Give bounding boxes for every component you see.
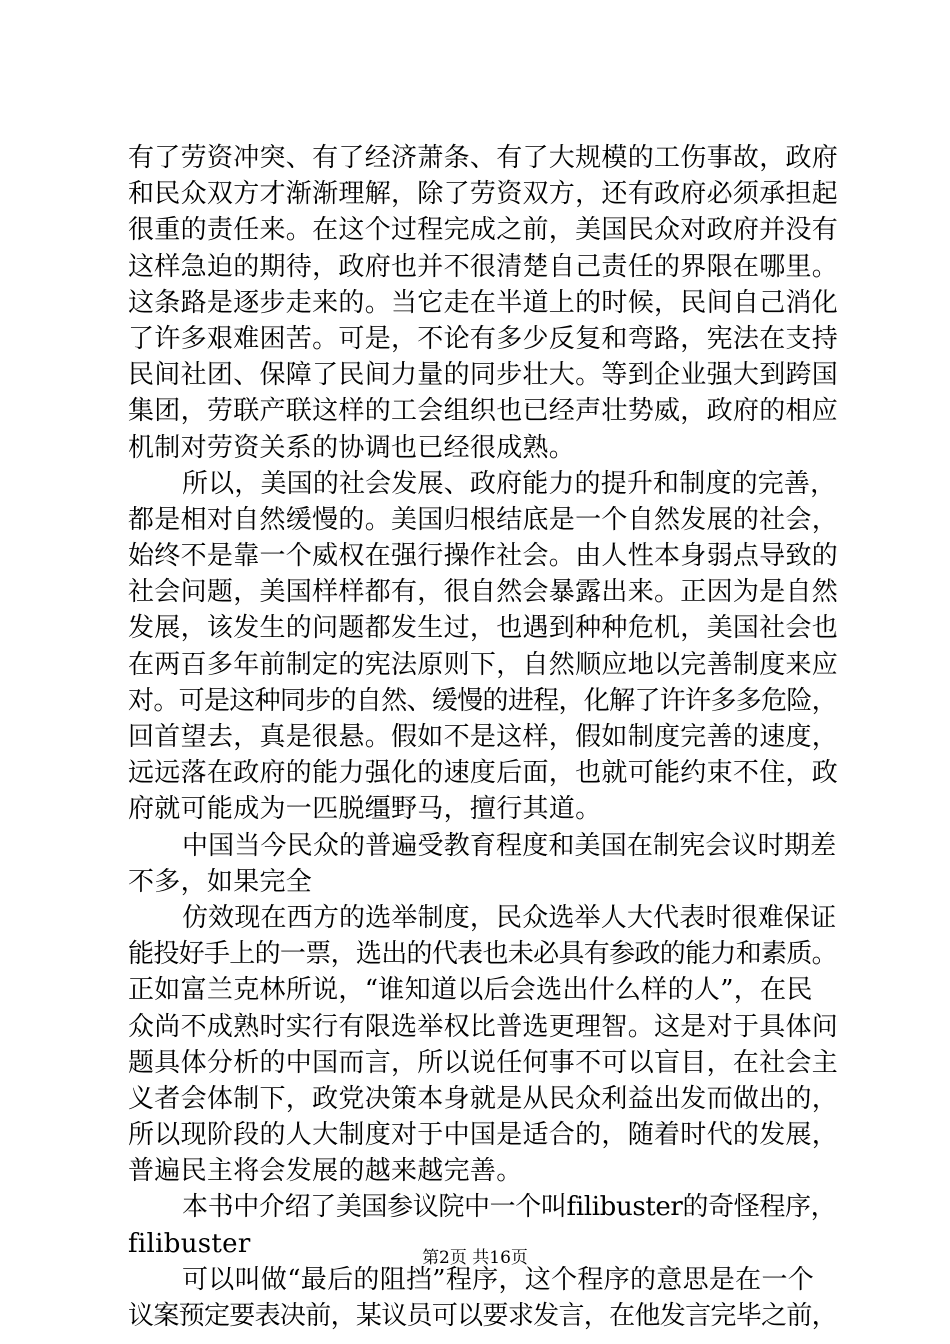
- text-line: 仿效现在西方的选举制度，民众选举人大代表时很难保证: [182, 902, 837, 933]
- paragraph-4: [128, 900, 838, 1190]
- text-line: 能投好手上的一票，选出的代表也未必具有参政的能力和素质。: [128, 939, 838, 970]
- text-line: 有了劳资冲突、有了经济萧条、有了大规模的工伤事故，政府: [128, 143, 839, 173]
- text-line: 议案预定要表决前，某议员可以要求发言，在他发言完毕之前，: [128, 1301, 838, 1331]
- text-line: 正如富兰克林所说，“谁知道以后会选出什么样的人”，在民: [128, 975, 813, 1006]
- text-line: 本书中介绍了美国参议院中一个叫filibuster的奇怪程序，: [182, 1192, 837, 1223]
- text-line: 社会问题，美国样样都有，很自然会暴露出来。正因为是自然: [128, 577, 839, 608]
- text-line: 题具体分析的中国而言，所以说任何事不可以盲目，在社会主: [128, 1047, 839, 1078]
- text-line: 普遍民主将会发展的越来越完善。: [128, 1156, 523, 1187]
- paragraph-1: [128, 140, 838, 466]
- text-line: 府就可能成为一匹脱缰野马，擅行其道。: [128, 794, 602, 825]
- paragraph-3: [128, 828, 838, 900]
- text-line: 所以，美国的社会发展、政府能力的提升和制度的完善，: [182, 468, 837, 499]
- text-line: 机制对劳资关系的协调也已经很成熟。: [128, 432, 576, 463]
- text-line: 发展，该发生的问题都发生过，也遇到种种危机，美国社会也: [128, 613, 839, 644]
- text-line: 可以叫做“最后的阻挡”程序，这个程序的意思是在一个: [182, 1264, 815, 1295]
- text-line: 民间社团、保障了民间力量的同步壮大。等到企业强大到跨国: [128, 360, 839, 391]
- text-line: 回首望去，真是很悬。假如不是这样，假如制度完善的速度，: [128, 722, 839, 752]
- text-line: filibuster: [128, 1228, 251, 1259]
- page-number: 第2页 共16页: [422, 1248, 528, 1268]
- text-line: 所以现阶段的人大制度对于中国是适合的，随着时代的发展，: [128, 1120, 839, 1151]
- text-line: 不多，如果完全: [128, 866, 313, 897]
- document-body: [128, 140, 838, 1334]
- text-line: 众尚不成熟时实行有限选举权比普选更理智。这是对于具体问: [128, 1011, 839, 1042]
- text-line: 在两百多年前制定的宪法原则下，自然顺应地以完善制度来应: [128, 649, 839, 680]
- text-line: 始终不是靠一个威权在强行操作社会。由人性本身弱点导致的: [128, 541, 839, 572]
- text-line: 这条路是逐步走来的。当它走在半道上的时候，民间自己消化: [128, 287, 839, 318]
- text-line: 中国当今民众的普遍受教育程度和美国在制宪会议时期差: [182, 830, 837, 861]
- paragraph-2: [128, 466, 838, 828]
- text-line: 远远落在政府的能力强化的速度后面，也就可能约束不住，政: [128, 758, 839, 789]
- text-line: 这样急迫的期待，政府也并不很清楚自己责任的界限在哪里。: [128, 251, 839, 282]
- text-line: 很重的责任来。在这个过程完成之前，美国民众对政府并没有: [128, 215, 839, 246]
- text-line: 都是相对自然缓慢的。美国归根结底是一个自然发展的社会，: [128, 504, 839, 535]
- text-line: 对。可是这种同步的自然、缓慢的进程，化解了许许多多危险，: [128, 685, 838, 716]
- page-footer: [0, 1247, 950, 1269]
- text-line: 集团，劳联产联这样的工会组织也已经声壮势威，政府的相应: [128, 396, 839, 427]
- paragraph-6: [128, 1262, 838, 1334]
- text-line: 义者会体制下，政党决策本身就是从民众利益出发而做出的，: [128, 1083, 839, 1114]
- text-line: 了许多艰难困苦。可是，不论有多少反复和弯路，宪法在支持: [128, 323, 839, 354]
- text-line: 和民众双方才渐渐理解，除了劳资双方，还有政府必须承担起: [128, 179, 839, 210]
